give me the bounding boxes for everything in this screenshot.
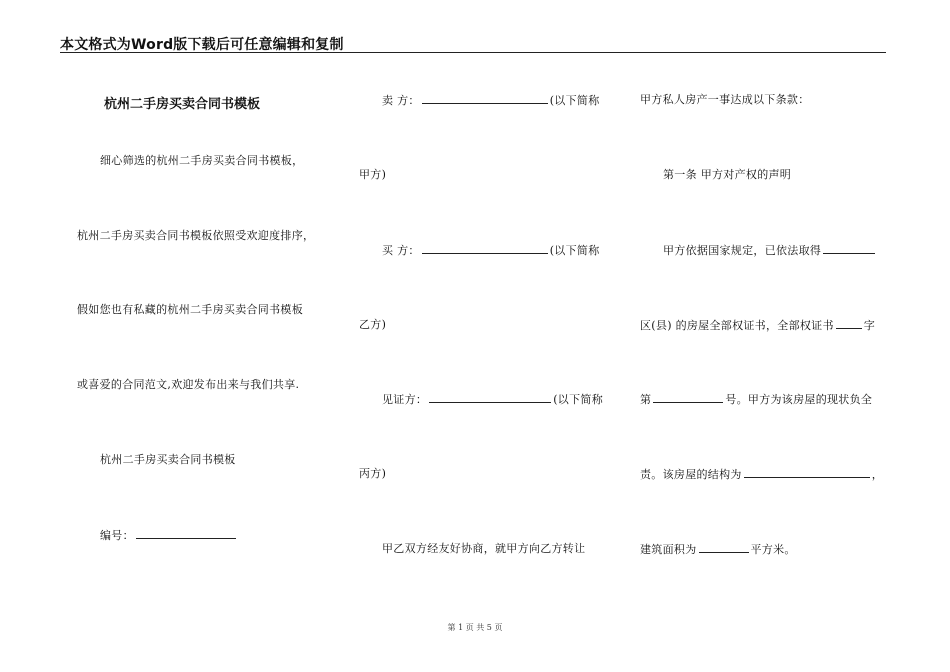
seller-label: 卖 方： (382, 94, 420, 107)
article-1-line-4 (640, 467, 883, 482)
witness-blank (429, 392, 551, 403)
buyer-blank (422, 243, 548, 254)
certificate-number-blank (653, 392, 723, 403)
seller-alias: 甲方) (359, 168, 387, 181)
document-title: 杭州二手房买卖合同书模板 (104, 97, 261, 112)
district-blank (823, 243, 875, 254)
article-1-line-5 (640, 542, 796, 557)
number-label: 编号： (100, 529, 134, 542)
intro-line-2: 杭州二手房买卖合同书模板依照受欢迎度排序， (77, 229, 315, 242)
article-1-text-5b: 平方米。 (750, 543, 796, 556)
agreement-line: 甲乙双方经友好协商，就甲方向乙方转让 (382, 542, 586, 555)
buyer-suffix: (以下简称 (549, 244, 600, 257)
certificate-blank (836, 318, 862, 329)
witness-line (382, 392, 603, 407)
seller-suffix: (以下简称 (549, 94, 600, 107)
header-text: 本文格式为Word版下载后可任意编辑和复制 (60, 37, 344, 53)
number-blank (136, 528, 236, 539)
seller-line (382, 93, 600, 108)
article-1-text-1: 甲方依据国家规定，已依法取得 (663, 244, 822, 257)
buyer-line (382, 243, 600, 258)
intro-line-3: 假如您也有私藏的杭州二手房买卖合同书模板 (77, 303, 303, 316)
buyer-alias: 乙方) (359, 318, 387, 331)
number-line (100, 528, 238, 543)
clause-intro: 甲方私人房产一事达成以下条款： (640, 93, 810, 106)
article-1-text-3a: 第 (640, 393, 652, 406)
intro-line-4: 或喜爱的合同范文,欢迎发布出来与我们共享. (77, 378, 300, 391)
witness-label: 见证方： (382, 393, 428, 406)
article-1-line-2 (640, 318, 875, 333)
article-1-text-4b: ， (871, 468, 884, 481)
subtitle: 杭州二手房买卖合同书模板 (100, 453, 236, 466)
page-footer: 第 1 页 共 5 页 (447, 623, 503, 632)
article-1-text-5a: 建筑面积为 (640, 543, 697, 556)
article-1-text-4a: 责。该房屋的结构为 (640, 468, 742, 481)
structure-blank (744, 467, 870, 478)
witness-suffix: (以下简称 (553, 393, 603, 406)
witness-alias: 丙方) (359, 467, 387, 480)
intro-line-1: 细心筛选的杭州二手房买卖合同书模板， (100, 154, 304, 167)
article-1-text-2b: 字 (863, 319, 876, 332)
article-1-line-3 (640, 392, 872, 407)
article-1-text-3b: 号。甲方为该房屋的现状负全 (725, 393, 873, 406)
area-blank (699, 542, 749, 553)
page-header (60, 30, 886, 53)
article-1-line-1 (663, 243, 877, 258)
buyer-label: 买 方： (382, 244, 420, 257)
article-1-heading: 第一条 甲方对产权的声明 (663, 168, 792, 181)
article-1-text-2: 区(县) 的房屋全部权证书，全部权证书 (640, 319, 834, 332)
seller-blank (422, 93, 548, 104)
